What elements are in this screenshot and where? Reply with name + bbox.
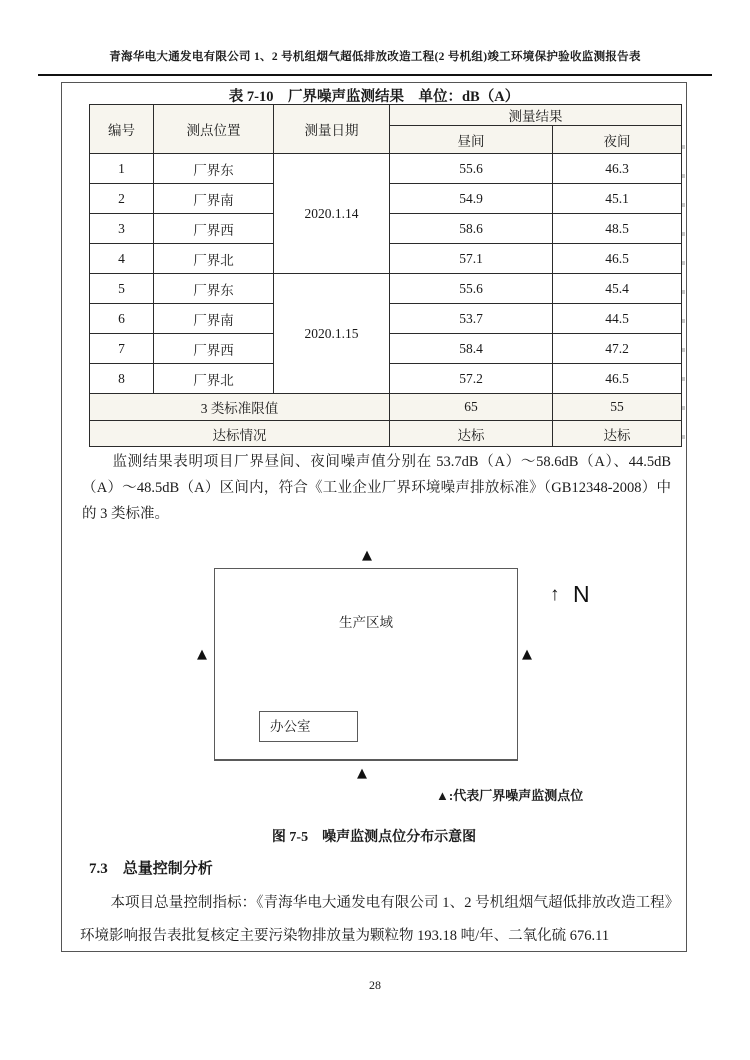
- cell-day: 55.6: [390, 154, 553, 184]
- page-number: 28: [369, 978, 381, 992]
- cell-night: 44.5: [553, 304, 682, 334]
- cell-night: 46.5: [553, 364, 682, 394]
- col-header-date: 测量日期: [274, 105, 390, 154]
- cell-location: 厂界西: [154, 334, 274, 364]
- section-heading-7-3: 7.3 总量控制分析: [89, 861, 213, 877]
- cell-night: 46.3: [553, 154, 682, 184]
- cell-day: 53.7: [390, 304, 553, 334]
- north-label: N: [572, 581, 590, 607]
- limit-night: 55: [553, 394, 682, 421]
- total-control-paragraph: 本项目总量控制指标：《青海华电大通发电有限公司 1、2 号机组烟气超低排放改造工程》环境影响报告表批复核定主要污染物排放量为颗粒物 193.18 吨/年、二氧化硫 676.11: [80, 895, 672, 944]
- cell-location: 厂界南: [154, 184, 274, 214]
- north-indicator: [550, 581, 590, 608]
- compliance-night: 达标: [553, 421, 682, 447]
- cell-day: 58.6: [390, 214, 553, 244]
- diagram-legend: ▲:代表厂界噪声监测点位: [436, 788, 584, 803]
- cell-no: 3: [90, 214, 154, 244]
- cell-no: 4: [90, 244, 154, 274]
- cell-no: 1: [90, 154, 154, 184]
- col-header-location: 测点位置: [154, 105, 274, 154]
- monitor-point-icon-north: ▲: [362, 548, 372, 563]
- compliance-label: 达标情况: [90, 421, 390, 447]
- cell-day: 57.2: [390, 364, 553, 394]
- monitor-point-icon-west: ▲: [197, 647, 207, 662]
- cell-day: 57.1: [390, 244, 553, 274]
- north-arrow-icon: ↑: [550, 584, 560, 605]
- cell-no: 6: [90, 304, 154, 334]
- table-title: 表 7-10 厂界噪声监测结果 单位：dB（A）: [228, 89, 520, 105]
- cell-night: 48.5: [553, 214, 682, 244]
- monitor-point-icon-east: ▲: [522, 647, 532, 662]
- compliance-day: 达标: [390, 421, 553, 447]
- cell-night: 47.2: [553, 334, 682, 364]
- cell-date-group1: 2020.1.14: [274, 154, 390, 274]
- monitor-point-icon-south: ▲: [357, 766, 367, 781]
- col-header-day: 昼间: [390, 126, 553, 154]
- monitoring-result-paragraph: 监测结果表明项目厂界昼间、夜间噪声值分别在 53.7dB（A）～58.6dB（A）、44.5dB（A）～48.5dB（A）区间内，符合《工业企业厂界环境噪声排放标准》（GB12348-2008）中的 3 类标准。: [82, 454, 671, 522]
- cell-date-group2: 2020.1.15: [274, 274, 390, 394]
- cell-night: 46.5: [553, 244, 682, 274]
- limit-day: 65: [390, 394, 553, 421]
- production-area-label: 生产区域: [339, 615, 393, 630]
- cell-no: 2: [90, 184, 154, 214]
- col-header-no: 编号: [90, 105, 154, 154]
- cell-end-marks: [682, 120, 685, 445]
- cell-day: 54.9: [390, 184, 553, 214]
- col-header-result: 测量结果: [390, 105, 682, 126]
- cell-location: 厂界南: [154, 304, 274, 334]
- noise-point-diagram: [62, 83, 686, 951]
- content-frame: [61, 82, 687, 952]
- figure-caption: 图 7-5 噪声监测点位分布示意图: [271, 830, 477, 845]
- cell-location: 厂界北: [154, 244, 274, 274]
- cell-location: 厂界东: [154, 274, 274, 304]
- limit-label: 3 类标准限值: [90, 394, 390, 421]
- office-box: 办公室: [259, 711, 358, 742]
- cell-location: 厂界东: [154, 154, 274, 184]
- cell-night: 45.4: [553, 274, 682, 304]
- col-header-night: 夜间: [553, 126, 682, 154]
- document-header-title: 青海华电大通发电有限公司 1、2 号机组烟气超低排放改造工程(2 号机组)竣工环境保护验收监测报告表: [109, 51, 641, 63]
- cell-day: 55.6: [390, 274, 553, 304]
- cell-no: 5: [90, 274, 154, 304]
- cell-location: 厂界北: [154, 364, 274, 394]
- cell-location: 厂界西: [154, 214, 274, 244]
- header-divider: [38, 74, 712, 76]
- cell-night: 45.1: [553, 184, 682, 214]
- cell-day: 58.4: [390, 334, 553, 364]
- cell-no: 8: [90, 364, 154, 394]
- cell-no: 7: [90, 334, 154, 364]
